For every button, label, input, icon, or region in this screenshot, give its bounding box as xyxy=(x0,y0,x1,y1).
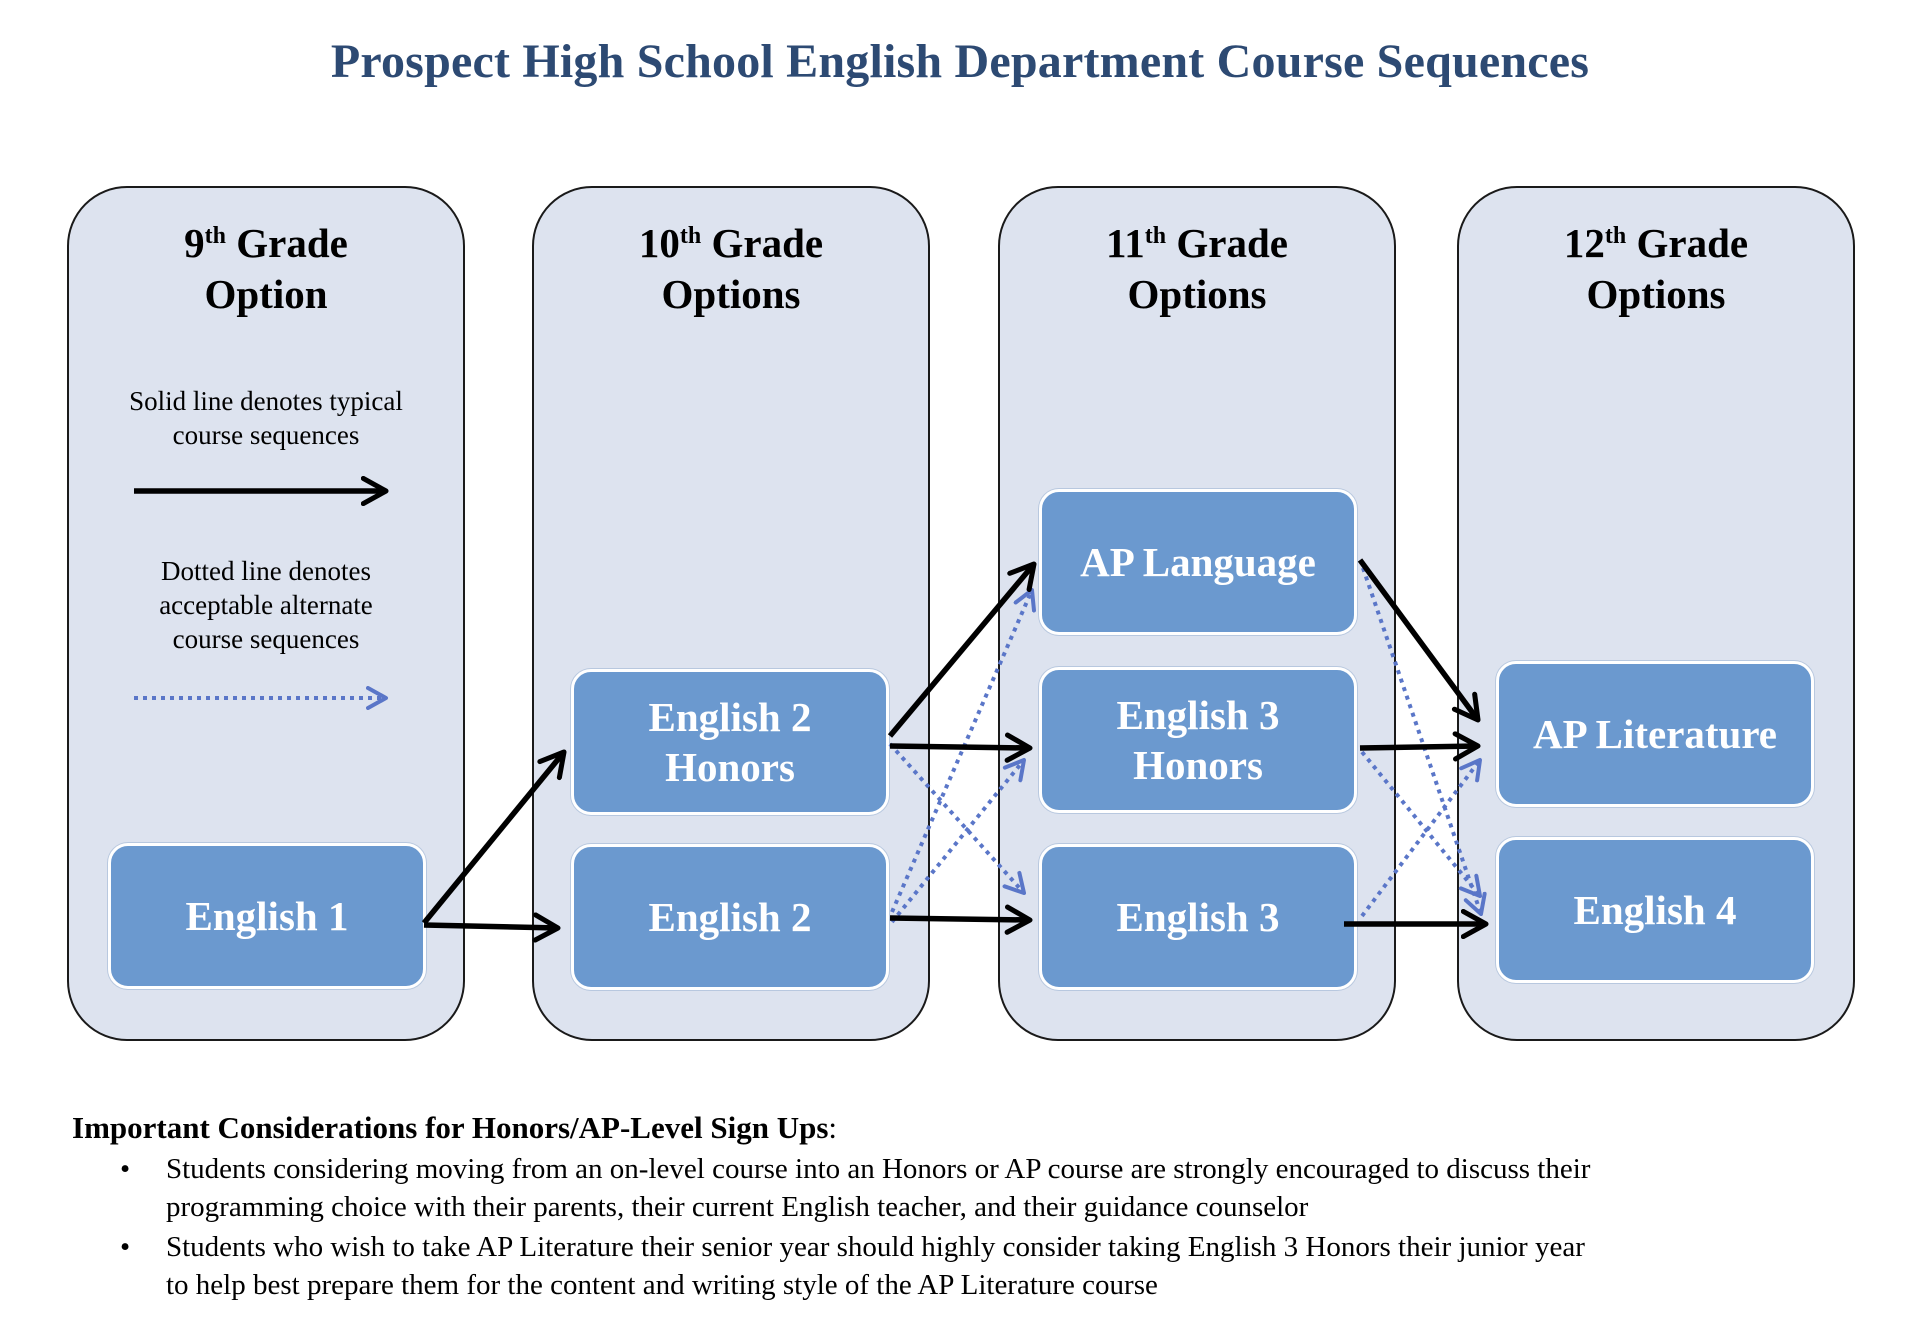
legend-solid-text xyxy=(69,384,463,452)
legend-dotted-line-1: Dotted line denotes xyxy=(161,556,371,586)
legend-dotted-line-3: course sequences xyxy=(172,624,360,654)
course-english-3-honors xyxy=(1039,667,1357,813)
grade-11-number: 11 xyxy=(1106,220,1145,266)
consideration-1-line-1: Students considering moving from an on-level course into an Honors or AP course are strongly encouraged to discuss their xyxy=(166,1153,1591,1185)
course-english-2 xyxy=(571,844,889,990)
grade-11-option-label: Options xyxy=(1127,271,1267,317)
considerations-section xyxy=(72,1108,1872,1306)
grade-10-word: Grade xyxy=(711,220,824,266)
course-ap-language xyxy=(1039,489,1357,635)
course-ap-literature xyxy=(1496,661,1814,807)
grade-10-number: 10 xyxy=(638,220,680,266)
bullet-icon: • xyxy=(120,1153,131,1185)
grade-12-option-label: Options xyxy=(1586,271,1726,317)
list-item xyxy=(120,1150,1872,1226)
grade-11-suffix: th xyxy=(1144,223,1167,249)
consideration-1-line-2: programming choice with their parents, their current English teacher, and their guidance counselor xyxy=(166,1191,1309,1223)
grade-12-heading xyxy=(1459,218,1853,320)
course-english-3 xyxy=(1039,844,1357,990)
considerations-list xyxy=(72,1150,1872,1304)
considerations-heading-colon: : xyxy=(828,1110,838,1145)
list-item xyxy=(120,1228,1872,1304)
grade-9-heading xyxy=(69,218,463,320)
course-english-2-honors-line-1: English 2 xyxy=(648,694,812,740)
grade-11-heading xyxy=(1000,218,1394,320)
bullet-icon: • xyxy=(120,1231,131,1263)
course-english-2-honors-line-2: Honors xyxy=(665,744,795,790)
page-title: Prospect High School English Department Course Sequences xyxy=(330,35,1590,88)
grade-10-option-label: Options xyxy=(661,271,801,317)
course-english-3-honors-label xyxy=(1117,690,1280,790)
course-english-1 xyxy=(108,843,426,989)
course-ap-language-label: AP Language xyxy=(1080,539,1316,585)
consideration-2-line-2: to help best prepare them for the content and writing style of the AP Literature course xyxy=(166,1269,1158,1301)
course-english-2-label: English 2 xyxy=(648,894,812,940)
grade-10-heading xyxy=(534,218,928,320)
course-english-2-honors-label xyxy=(649,692,812,792)
grade-12-word: Grade xyxy=(1636,220,1749,266)
course-english-2-honors xyxy=(571,669,889,815)
grade-11-word: Grade xyxy=(1176,220,1288,266)
course-english-1-label: English 1 xyxy=(185,893,349,939)
course-english-4-label: English 4 xyxy=(1573,887,1737,933)
course-english-3-honors-line-2: Honors xyxy=(1133,742,1263,788)
legend-dotted-text xyxy=(69,554,463,656)
grade-9-number: 9 xyxy=(184,220,205,266)
grade-9-suffix: th xyxy=(204,223,226,249)
course-ap-literature-label: AP Literature xyxy=(1532,711,1778,757)
considerations-heading xyxy=(72,1108,1872,1148)
grade-12-suffix: th xyxy=(1604,223,1627,249)
consideration-2-line-1: Students who wish to take AP Literature their senior year should highly consider taking English 3 Honors their junior year xyxy=(166,1231,1585,1263)
legend-dotted-line-2: acceptable alternate xyxy=(159,590,373,620)
grade-10-suffix: th xyxy=(679,223,702,249)
legend-solid-line-1: Solid line denotes typical xyxy=(129,386,403,416)
grade-12-number: 12 xyxy=(1563,220,1605,266)
course-english-3-honors-line-1: English 3 xyxy=(1116,692,1280,738)
course-english-4 xyxy=(1496,837,1814,983)
grade-9-word: Grade xyxy=(236,220,348,266)
grade-9-option-label: Option xyxy=(204,271,328,317)
course-english-3-label: English 3 xyxy=(1116,894,1280,940)
considerations-heading-text: Important Considerations for Honors/AP-Level Sign Ups xyxy=(72,1110,829,1145)
legend-solid-line-2: course sequences xyxy=(172,420,360,450)
